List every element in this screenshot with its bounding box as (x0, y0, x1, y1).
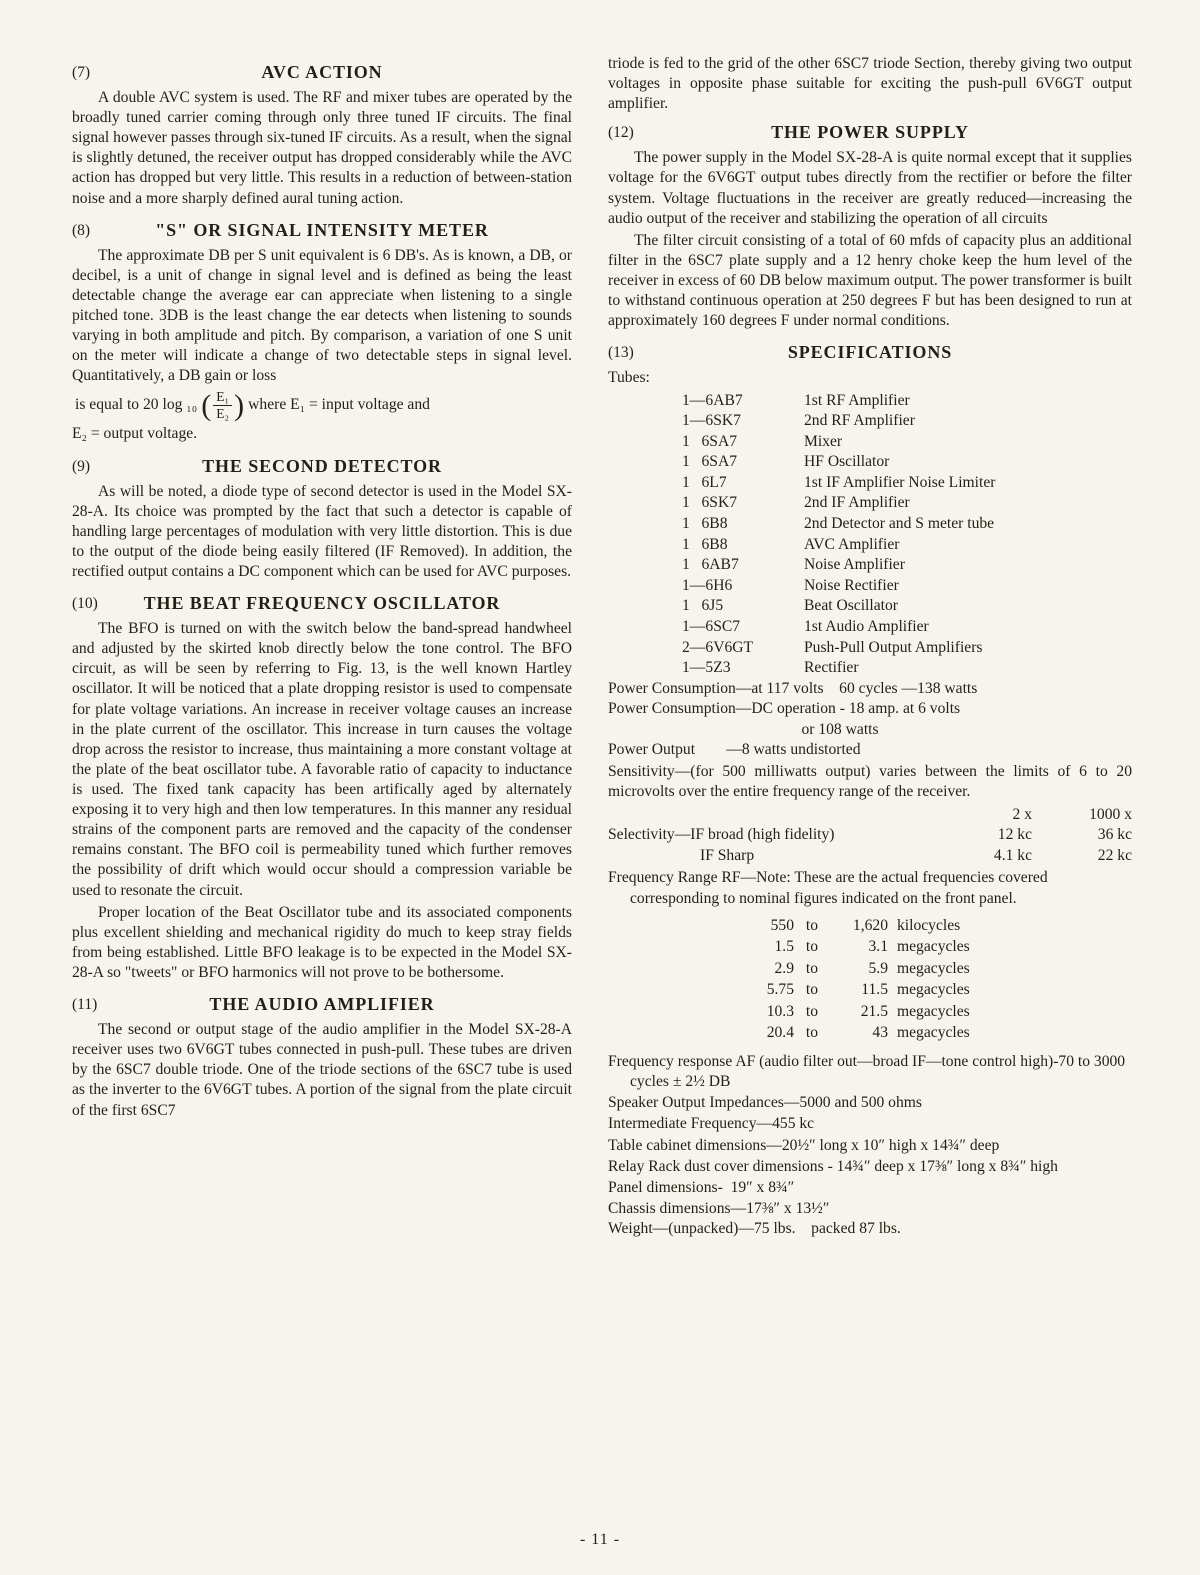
right-column (608, 54, 1132, 1251)
selectivity-row (608, 846, 1132, 867)
body-paragraph: The power supply in the Model SX-28-A is quite normal except that it supplies voltage for the 6V6GT output tubes directly from the rectifier or before the filter system. Voltage fluctuations in the receiver are greatly reduced—increasing the audio output of the receiver and stabilizing the operation of all circuits (608, 149, 1132, 227)
section-signal-intensity-meter (72, 220, 572, 445)
section-title: THE POWER SUPPLY (771, 122, 969, 143)
power-consumption-dc-watts: or 108 watts (801, 720, 879, 738)
sensitivity-spec: Sensitivity—(for 500 milliwatts output) varies between the limits of 6 to 20 microvolts over the entire frequency range of the receiver. (608, 762, 1132, 801)
frequency-range-row (736, 915, 1132, 937)
section-number: (10) (72, 595, 98, 613)
tube-list-row (682, 535, 1132, 556)
tube-list-row (682, 638, 1132, 659)
tube-role: Beat Oscillator (804, 597, 898, 615)
tube-list-row (682, 432, 1132, 453)
range-upto: 21.5 (860, 1002, 888, 1020)
selectivity-value: 22 kc (1097, 846, 1132, 864)
formula-suffix: where E₁ = input voltage and (248, 396, 430, 414)
body-paragraph: E₂ = output voltage. (72, 425, 198, 443)
range-from: 10.3 (766, 1002, 794, 1020)
range-to-word: to (805, 959, 819, 977)
tube-role: 2nd IF Amplifier (804, 494, 910, 512)
section-number: (7) (72, 64, 91, 81)
formula-prefix: is equal to 20 log ₁₀ (75, 396, 198, 414)
tube-role: 1st RF Amplifier (804, 391, 910, 409)
tube-role: AVC Amplifier (804, 535, 900, 553)
frequency-range-note: Frequency Range RF—Note: These are the actual frequencies covered corresponding to nominal figures indicated on the front panel. (608, 869, 1048, 907)
tube-role: HF Oscillator (804, 453, 890, 471)
tube-id: 1 6L7 (682, 473, 727, 491)
tube-list-row (682, 596, 1132, 617)
weight-spec: Weight—(unpacked)—75 lbs. packed 87 lbs. (608, 1220, 901, 1238)
tube-role: Mixer (804, 432, 843, 450)
range-to-word: to (805, 981, 819, 999)
section-number: (11) (72, 996, 98, 1014)
section-heading (72, 220, 572, 241)
tube-id: 1—5Z3 (682, 659, 731, 677)
section-title: AVC ACTION (261, 62, 383, 82)
selectivity-col1-header: 2 x (1012, 805, 1032, 823)
section-number: (12) (608, 124, 634, 142)
power-consumption-ac: Power Consumption—at 117 volts 60 cycles —138 watts (608, 679, 978, 697)
section-number: (8) (72, 221, 91, 239)
range-to-word: to (805, 1002, 819, 1020)
selectivity-value: 12 kc (997, 826, 1032, 844)
intermediate-frequency-spec: Intermediate Frequency—455 kc (608, 1114, 815, 1132)
panel-dimensions-spec: Panel dimensions- 19″ x 8¾″ (608, 1179, 795, 1197)
tube-id: 1 6B8 (682, 535, 728, 553)
section-audio-amplifier (72, 994, 572, 1121)
range-upto: 11.5 (861, 981, 888, 999)
continuation-paragraph: triode is fed to the grid of the other 6SC7 triode Section, thereby giving two output voltages in opposite phase suitable for exciting the push-pull 6V6GT output amplifier. (608, 55, 1132, 113)
tube-list-row (682, 555, 1132, 576)
speaker-impedance-spec: Speaker Output Impedances—5000 and 500 ohms (608, 1094, 922, 1112)
frequency-range-row (736, 958, 1132, 980)
tubes-label: Tubes: (608, 369, 650, 387)
section-specifications (608, 342, 1132, 1240)
body-paragraph: The filter circuit consisting of a total of 60 mfds of capacity plus an additional filter in the 6SC7 plate supply and a 12 henry choke keep the hum level of the receiver in excess of 60 DB below maximum output. The power transformer is built to withstand continuous operation at 250 degrees F but has been designed to run at approximately 160 degrees F under normal conditions. (608, 231, 1132, 330)
selectivity-header-row (608, 805, 1132, 826)
range-from: 5.75 (766, 981, 794, 999)
section-heading (72, 456, 572, 477)
range-unit: megacycles (897, 1002, 970, 1020)
section-heading (72, 62, 572, 83)
af-response-spec: Frequency response AF (audio filter out—broad IF—tone control high)-70 to 3000 cycles ± 2½ DB (608, 1052, 1126, 1091)
body-paragraph: Proper location of the Beat Oscillator tube and its associated components plus excellent shielding and mechanical rigidity do much to keep stray fields from being established. Little BFO leakage is to be expected in the Model SX-28-A so "tweets" or BFO harmonics will not prove to be bothersome. (72, 903, 572, 981)
section-number: (9) (72, 457, 91, 475)
tube-role: Push-Pull Output Amplifiers (804, 638, 983, 656)
range-unit: megacycles (897, 959, 970, 977)
section-heading (72, 994, 572, 1015)
close-paren: ) (234, 388, 245, 422)
range-upto: 43 (872, 1024, 888, 1042)
fraction-numerator: E₁ (213, 389, 232, 406)
range-to-word: to (805, 916, 819, 934)
power-consumption-dc: Power Consumption—DC operation - 18 amp. at 6 volts (608, 700, 961, 718)
chassis-dimensions-spec: Chassis dimensions—17⅜″ x 13½″ (608, 1199, 830, 1217)
selectivity-label: Selectivity—IF broad (high fidelity) (608, 826, 835, 844)
tube-id: 1—6SC7 (682, 617, 741, 635)
section-title: THE SECOND DETECTOR (202, 455, 442, 476)
range-unit: megacycles (897, 938, 970, 956)
db-gain-formula (72, 389, 572, 421)
cabinet-dimensions-spec: Table cabinet dimensions—20½″ long x 10″ high x 14¾″ deep (608, 1136, 1000, 1154)
tube-id: 1 6J5 (682, 597, 724, 615)
range-upto: 1,620 (852, 916, 888, 934)
range-unit: megacycles (897, 1024, 970, 1042)
range-to-word: to (805, 1024, 819, 1042)
two-column-layout (72, 54, 1132, 1251)
range-upto: 3.1 (868, 938, 888, 956)
body-paragraph: As will be noted, a diode type of second detector is used in the Model SX-28-A. Its choice was prompted by the fact that such a detector is capable of handling large percentages of modulation with very little distortion. This is due to the output of the diode being easily filtered (IF Removed). In addition, the rectified output contains a DC component which can be used for AVC purposes. (72, 482, 572, 580)
range-from: 2.9 (774, 959, 794, 977)
tube-id: 1 6SA7 (682, 432, 738, 450)
body-paragraph: The second or output stage of the audio amplifier in the Model SX-28-A receiver uses two 6V6GT tubes connected in push-pull. These tubes are driven by the 6SC7 double triode. One of the triode sections of the 6SC7 tube is used as the inverter to the 6V6GT tubes. A portion of the signal from the plate circuit of the first 6SC7 (72, 1021, 572, 1119)
tube-list-row (682, 514, 1132, 535)
tube-id: 1 6B8 (682, 515, 728, 533)
section-heading (608, 342, 1132, 363)
power-output: Power Output —8 watts undistorted (608, 741, 861, 759)
tube-list-row (682, 473, 1132, 494)
tube-list-row (682, 452, 1132, 473)
tube-id: 1—6AB7 (682, 391, 743, 409)
section-title: THE BEAT FREQUENCY OSCILLATOR (143, 593, 501, 614)
selectivity-row (608, 825, 1132, 846)
tube-id: 1—6SK7 (682, 412, 741, 430)
body-paragraph: The BFO is turned on with the switch below the band-spread handwheel and adjusted by the skirted knob directly below the tone control. The BFO circuit, as will be seen by referring to Fig. 13, is the well known Hartley oscillator. It will be noticed that a plate dropping resistor is used to compensate for plate voltage variations. An increase in receiver voltage causes an increase in the plate current of the oscillator. This increase in turn causes the voltage drop across the resistor to increase, thus maintaining a more constant voltage at the plate of the beat oscillator tube. A favorable ratio of capacity to inductance is used. The fixed tank capacity has been artifically aged by alternately exposing it to very high and then low temperatures. In this manner any residual strains of the component parts are removed and the capacity of the condenser remains constant. The BFO coil is permeability tuned which further removes the possibility of drift which would occur should a compression variable be used to resonate the circuit. (72, 620, 572, 899)
section-title: THE AUDIO AMPLIFIER (209, 994, 435, 1015)
section-title: "S" OR SIGNAL INTENSITY METER (155, 219, 489, 240)
voltage-fraction (213, 389, 232, 421)
section-heading (72, 593, 572, 614)
tube-list-row (682, 391, 1132, 412)
section-number: (13) (608, 344, 634, 362)
tube-list-row (682, 411, 1132, 432)
section-beat-frequency-oscillator (72, 593, 572, 983)
range-from: 550 (770, 916, 794, 934)
selectivity-header-spacer (608, 805, 940, 826)
tube-id: 2—6V6GT (682, 638, 754, 656)
range-unit: kilocycles (897, 916, 961, 934)
range-from: 20.4 (766, 1024, 794, 1042)
tube-role: 1st IF Amplifier Noise Limiter (804, 473, 996, 491)
tube-id: 1—6H6 (682, 576, 733, 594)
tube-role: Noise Amplifier (804, 556, 905, 574)
tube-list-row (682, 576, 1132, 597)
tube-id: 1 6SA7 (682, 453, 738, 471)
frequency-range-row (736, 979, 1132, 1001)
selectivity-value: 4.1 kc (993, 846, 1032, 864)
tube-list-row (682, 658, 1132, 679)
range-unit: megacycles (897, 981, 970, 999)
frequency-range-row (736, 936, 1132, 958)
selectivity-value: 36 kc (1097, 826, 1132, 844)
tube-role: 2nd RF Amplifier (804, 412, 915, 430)
tube-id: 1 6SK7 (682, 494, 738, 512)
fraction-denominator: E₂ (216, 405, 230, 421)
frequency-range-row (736, 1022, 1132, 1044)
range-upto: 5.9 (868, 959, 888, 977)
section-heading (608, 122, 1132, 143)
tube-list-row (682, 493, 1132, 514)
tube-role: Noise Rectifier (804, 576, 899, 594)
selectivity-table (608, 805, 1132, 867)
body-paragraph: The approximate DB per S unit equivalent is 6 DB's. As is known, a DB, or decibel, is a unit of change in signal level and is defined as being the least detectable change the average ear can appreciate when listening to a single pitched tone. 3DB is the least change the ear detects when listening to sounds varying in both amplitude and pitch. By comparison, a variation of one S unit on the meter will indicate a change of two detectable steps in signal level. Quantitatively, a DB gain or loss (72, 246, 572, 385)
tube-id: 1 6AB7 (682, 556, 739, 574)
range-to-word: to (805, 938, 819, 956)
tube-role: 1st Audio Amplifier (804, 617, 929, 635)
page-number: - 11 - (579, 1531, 621, 1548)
open-paren: ( (201, 388, 212, 422)
tube-list-row (682, 617, 1132, 638)
section-title: SPECIFICATIONS (787, 342, 953, 363)
selectivity-col2-header: 1000 x (1089, 805, 1132, 823)
tube-role: 2nd Detector and S meter tube (804, 515, 995, 533)
frequency-ranges (736, 915, 1132, 1044)
section-second-detector (72, 456, 572, 583)
frequency-range-row (736, 1001, 1132, 1023)
tube-role: Rectifier (804, 659, 859, 677)
section-avc-action (72, 62, 572, 209)
range-from: 1.5 (774, 938, 794, 956)
selectivity-label: IF Sharp (700, 846, 755, 864)
body-paragraph: A double AVC system is used. The RF and mixer tubes are operated by the broadly tuned carrier coming through only three tuned IF circuits. The final signal however passes through six-tuned IF circuits. As a result, when the signal is slightly detuned, the receiver output has dropped considerably while the AVC action has dropped but very little. This results in a reduction of between-station noise and a more sharply defined aural tuning action. (72, 89, 572, 207)
relay-rack-dimensions-spec: Relay Rack dust cover dimensions - 14¾″ deep x 17⅜″ long x 8¾″ high (608, 1157, 1058, 1175)
section-power-supply (608, 122, 1132, 331)
left-column (72, 54, 572, 1251)
